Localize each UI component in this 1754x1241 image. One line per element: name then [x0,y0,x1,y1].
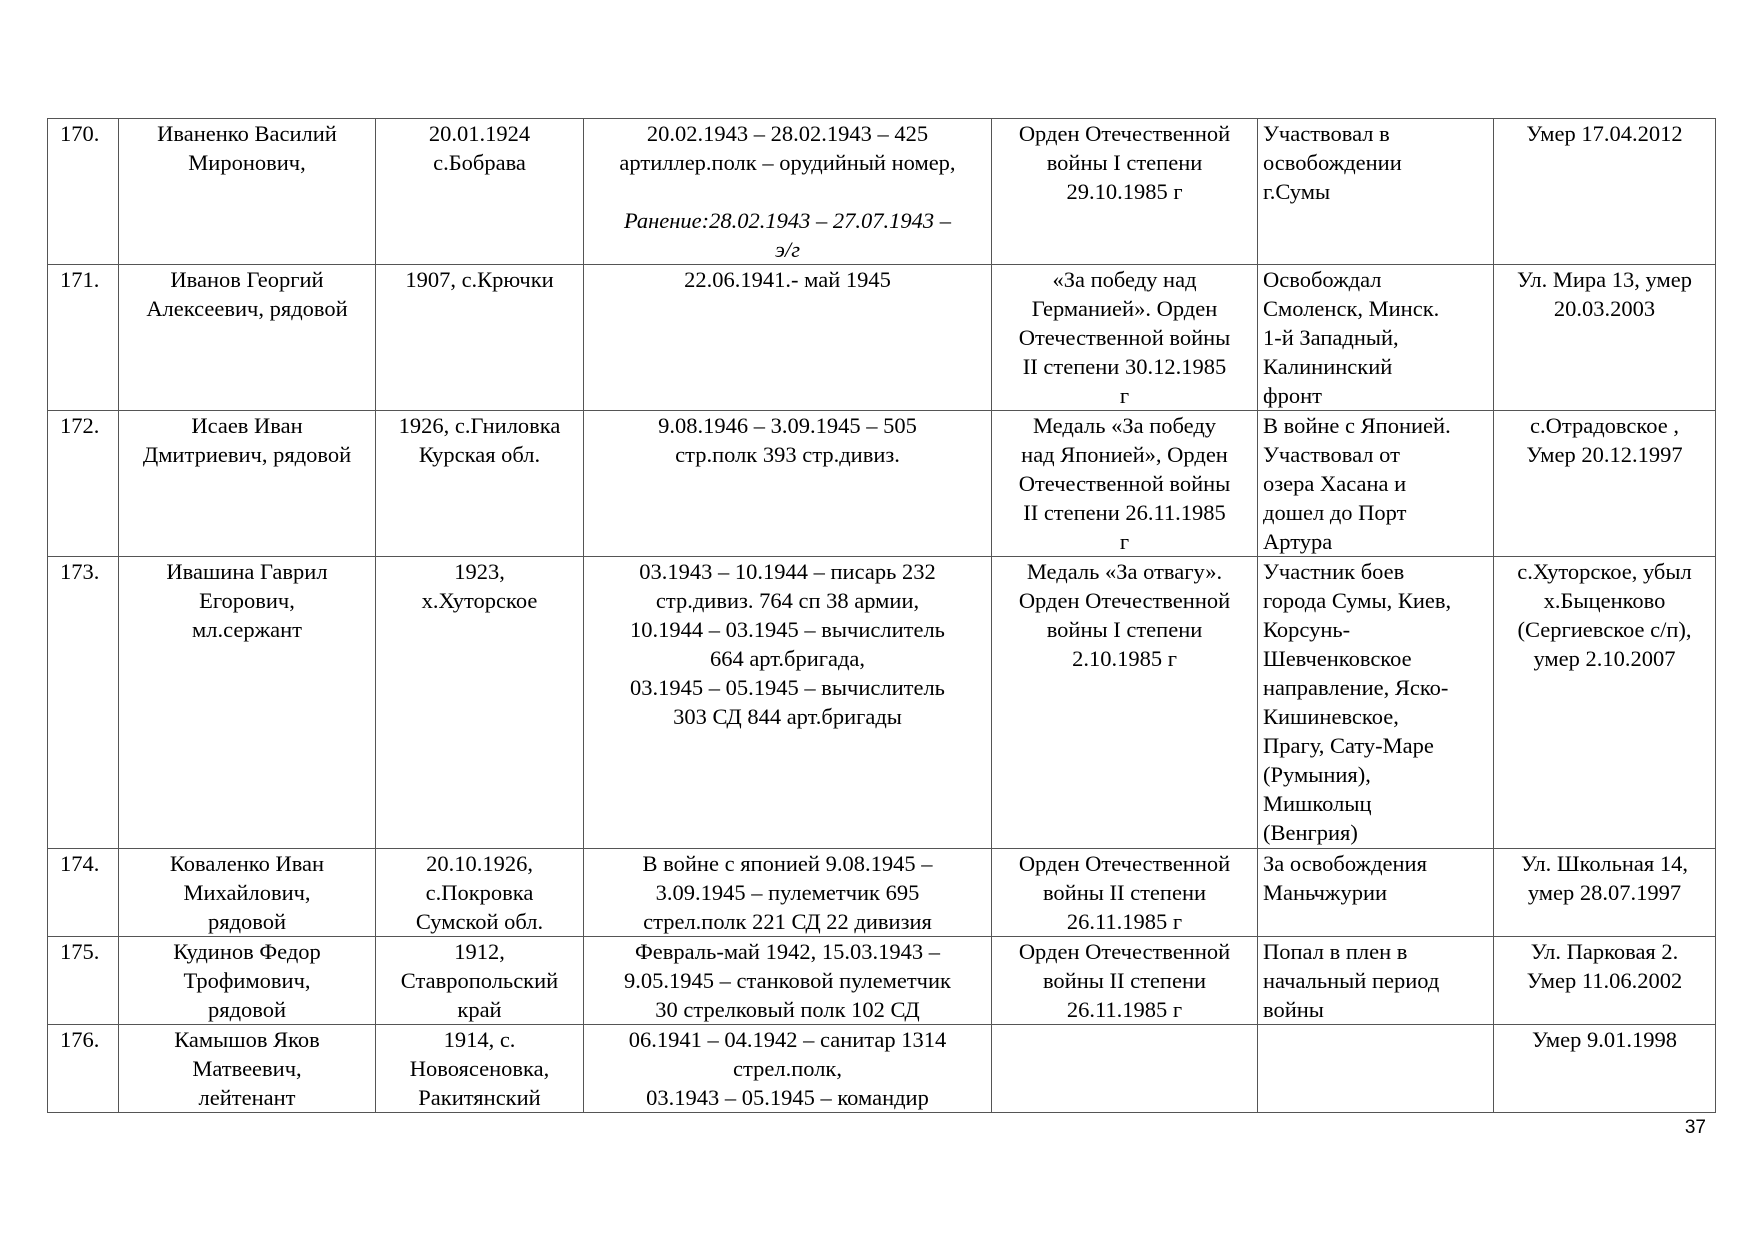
veteran-name: Камышов Яков Матвеевич, лейтенант [119,1025,376,1113]
awards-info: Медаль «За победу над Японией», Орден Отечественной войны II степени 26.11.1985 г [992,411,1258,557]
veterans-table [47,118,1716,1113]
service-info: Февраль-май 1942, 15.03.1943 – 9.05.1945 – станковой пулеметчик 30 стрелковый полк 102 СД [584,937,992,1025]
birth-info: 1907, с.Крючки [376,265,584,411]
fate-info: с.Отрадовское , Умер 20.12.1997 [1494,411,1716,557]
participation-info: Освобождал Смоленск, Минск. 1-й Западный, Калининский фронт [1258,265,1494,411]
row-number: 173. [48,557,119,849]
service-info: 9.08.1946 – 3.09.1945 – 505 стр.полк 393 стр.дивиз. [584,411,992,557]
participation-info: Участвовал в освобождении г.Сумы [1258,119,1494,265]
table-row [48,119,1716,265]
awards-info [992,1025,1258,1113]
birth-info: 20.10.1926, с.Покровка Сумской обл. [376,849,584,937]
service-info: 03.1943 – 10.1944 – писарь 232 стр.дивиз. 764 сп 38 армии, 10.1944 – 03.1945 – вычислитель 664 арт.бригада, 03.1945 – 05.1945 – вычислитель 303 СД 844 арт.бригады [584,557,992,849]
veteran-name: Иваненко Василий Миронович, [119,119,376,265]
row-number: 174. [48,849,119,937]
awards-info: Медаль «За отвагу». Орден Отечественной войны I степени 2.10.1985 г [992,557,1258,849]
veteran-name: Кудинов Федор Трофимович, рядовой [119,937,376,1025]
participation-info: В войне с Японией. Участвовал от озера Хасана и дошел до Порт Артура [1258,411,1494,557]
wound-note: Ранение:28.02.1943 – 27.07.1943 – [623,208,952,233]
service-info: 06.1941 – 04.1942 – санитар 1314 стрел.полк, 03.1943 – 05.1945 – командир [584,1025,992,1113]
wound-note: э/г [775,237,800,262]
fate-info: Ул. Парковая 2. Умер 11.06.2002 [1494,937,1716,1025]
fate-info: Умер 9.01.1998 [1494,1025,1716,1113]
table-row [48,937,1716,1025]
row-number: 175. [48,937,119,1025]
table-row [48,849,1716,937]
awards-info: Орден Отечественной войны I степени 29.10.1985 г [992,119,1258,265]
veteran-name: Коваленко Иван Михайлович, рядовой [119,849,376,937]
participation-info [1258,1025,1494,1113]
veteran-name: Иванов Георгий Алексеевич, рядовой [119,265,376,411]
birth-info: 20.01.1924 с.Бобрава [376,119,584,265]
birth-info: 1926, с.Гниловка Курская обл. [376,411,584,557]
birth-info: 1914, с. Новоясеновка, Ракитянский [376,1025,584,1113]
fate-info: с.Хуторское, убыл х.Быценково (Сергиевское с/п), умер 2.10.2007 [1494,557,1716,849]
table-row [48,411,1716,557]
participation-info: Попал в плен в начальный период войны [1258,937,1494,1025]
participation-info: За освобождения Маньчжурии [1258,849,1494,937]
birth-info: 1912, Ставропольский край [376,937,584,1025]
table-row [48,265,1716,411]
participation-info: Участник боев города Сумы, Киев, Корсунь- Шевченковское направление, Яско- Кишиневское, Прагу, Сату-Маре (Румыния), Мишколыц (Венгрия) [1258,557,1494,849]
awards-info: «За победу над Германией». Орден Отечественной войны II степени 30.12.1985 г [992,265,1258,411]
veteran-name: Ивашина Гаврил Егорович, мл.сержант [119,557,376,849]
service-info: 22.06.1941.- май 1945 [584,265,992,411]
fate-info: Умер 17.04.2012 [1494,119,1716,265]
page-number: 37 [1684,1117,1706,1138]
awards-info: Орден Отечественной войны II степени 26.11.1985 г [992,937,1258,1025]
table-row [48,1025,1716,1113]
row-number: 172. [48,411,119,557]
awards-info: Орден Отечественной войны II степени 26.11.1985 г [992,849,1258,937]
birth-info: 1923, х.Хуторское [376,557,584,849]
service-info: В войне с японией 9.08.1945 – 3.09.1945 – пулеметчик 695 стрел.полк 221 СД 22 дивизия [584,849,992,937]
fate-info: Ул. Мира 13, умер 20.03.2003 [1494,265,1716,411]
fate-info: Ул. Школьная 14, умер 28.07.1997 [1494,849,1716,937]
row-number: 171. [48,265,119,411]
service-info: 20.02.1943 – 28.02.1943 – 425 артиллер.полк – орудийный номер, Ранение:28.02.1943 – 27.07.1943 – э/г [584,119,992,265]
row-number: 176. [48,1025,119,1113]
row-number: 170. [48,119,119,265]
veteran-name: Исаев Иван Дмитриевич, рядовой [119,411,376,557]
table-row [48,557,1716,849]
